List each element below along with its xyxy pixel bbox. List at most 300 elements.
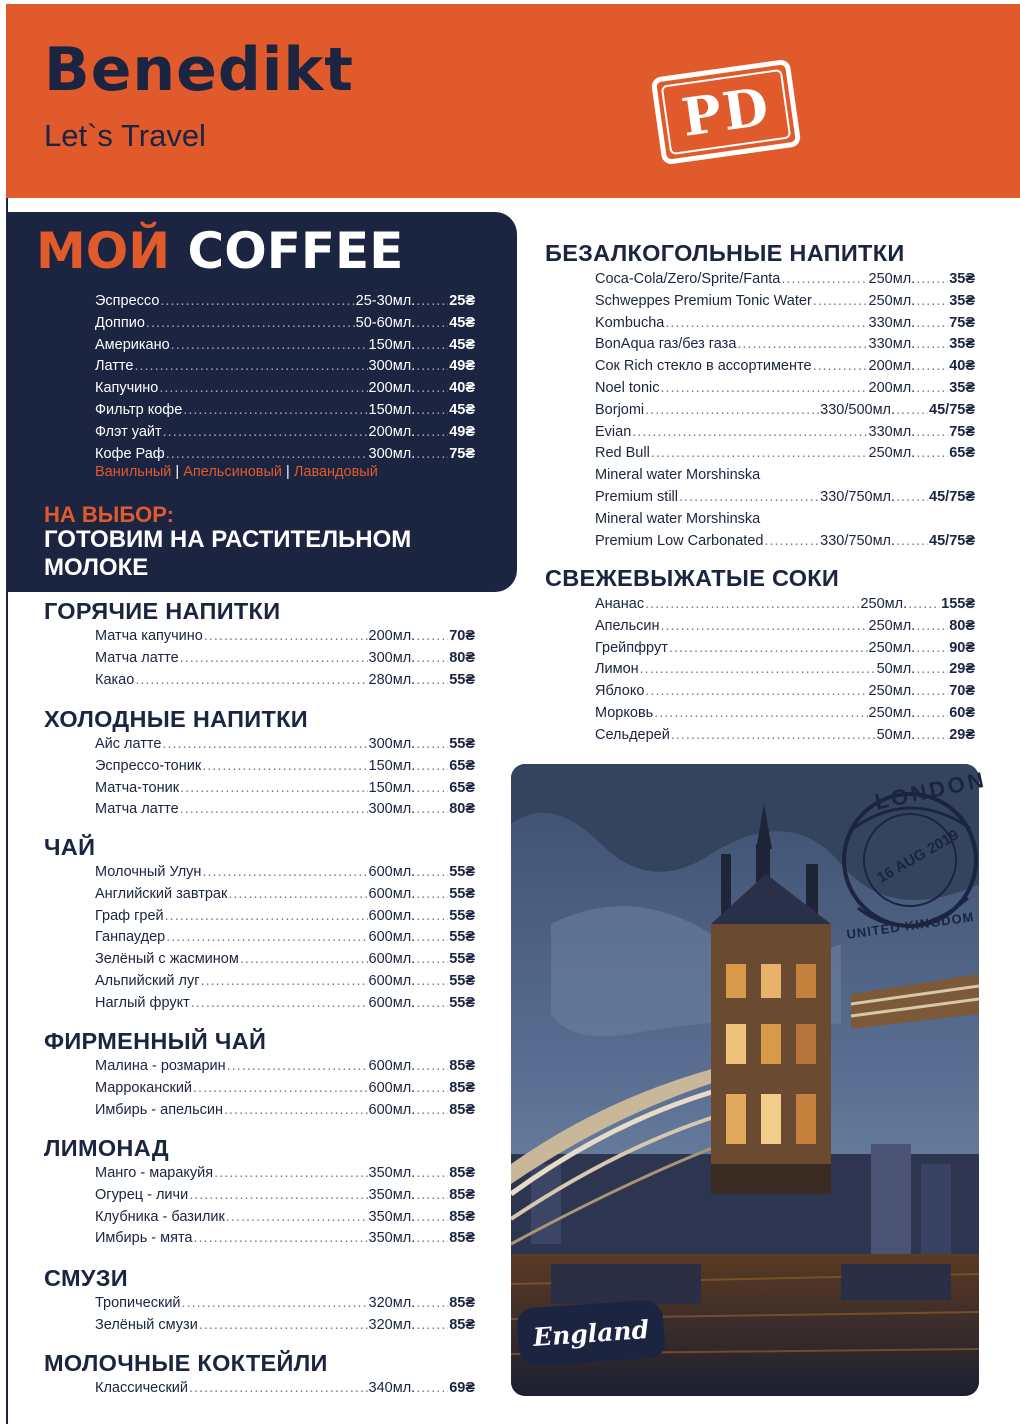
menu-item-name: Coca-Cola/Zero/Sprite/Fanta <box>595 271 781 287</box>
menu-item-row <box>595 312 975 334</box>
menu-item-volume: 50мл. <box>876 726 916 743</box>
dot-leader <box>171 334 368 356</box>
menu-item-name: Капучино <box>95 380 159 397</box>
menu-item-row <box>95 421 475 443</box>
menu-item-name: Яблоко <box>595 683 645 700</box>
menu-item-volume: 350мл. <box>368 1230 416 1247</box>
menu-item-volume: 300мл. <box>368 801 416 818</box>
dot-leader <box>416 334 448 356</box>
menu-item-volume: 300мл. <box>368 736 416 752</box>
menu-item-volume: 330/750мл. <box>820 489 896 505</box>
dot-leader <box>896 530 928 552</box>
menu-item-row <box>595 268 975 290</box>
menu-item-volume: 200мл. <box>368 628 416 644</box>
dot-leader <box>416 926 448 948</box>
menu-item-volume: 150мл. <box>368 402 416 418</box>
dot-leader <box>416 1206 448 1228</box>
dot-leader <box>916 442 948 464</box>
dot-leader <box>764 530 819 552</box>
coffee-title-part2: COFFEE <box>187 222 404 280</box>
menu-item-row <box>595 724 975 746</box>
dot-leader <box>416 669 448 691</box>
dot-leader <box>916 702 948 724</box>
menu-item-volume: 600мл. <box>368 864 416 880</box>
dot-leader <box>416 399 448 421</box>
menu-item-price: 75₴ <box>949 314 975 331</box>
menu-item-row <box>95 1292 475 1314</box>
menu-item-row <box>95 334 475 356</box>
menu-item-row <box>95 777 475 799</box>
menu-item-volume: 600мл. <box>368 951 416 968</box>
dot-leader <box>240 948 368 970</box>
menu-item-name: Клубника - базилик <box>95 1208 225 1225</box>
dot-leader <box>193 1077 368 1099</box>
menu-item-name: Малина - розмарин <box>95 1058 226 1074</box>
dot-leader <box>916 637 948 659</box>
menu-item-name: Эспрессо-тоник <box>95 757 202 774</box>
menu-item-name: Сельдерей <box>595 726 670 743</box>
menu-item-price: 60₴ <box>949 705 975 721</box>
menu-item-row <box>595 333 975 355</box>
dot-leader <box>916 333 948 355</box>
menu-item-price: 85₴ <box>449 1230 475 1247</box>
section-title: БЕЗАЛКОГОЛЬНЫЕ НАПИТКИ <box>545 240 905 266</box>
menu-item-price: 85₴ <box>449 1058 475 1074</box>
dot-leader <box>202 861 367 883</box>
dot-leader <box>227 1055 368 1077</box>
menu-item-price: 55₴ <box>449 973 475 989</box>
menu-item-row <box>95 1206 475 1228</box>
menu-item-volume: 350мл. <box>368 1165 416 1181</box>
dot-leader <box>180 647 368 669</box>
postmark-date-text: 16 AUG 2019 <box>874 826 962 887</box>
dot-leader <box>916 658 948 680</box>
menu-item-volume: 600мл. <box>368 1058 416 1074</box>
menu-item-name: Флэт уайт <box>95 423 162 440</box>
dot-leader <box>660 377 867 399</box>
menu-item-price: 55₴ <box>449 736 475 752</box>
dot-leader <box>416 798 448 820</box>
menu-item-row <box>595 637 975 659</box>
dot-leader <box>416 883 448 905</box>
menu-item-name: Марроканский <box>95 1079 193 1096</box>
menu-item-price: 55₴ <box>449 994 475 1011</box>
menu-item-volume: 50-60мл. <box>355 314 416 331</box>
brand-name: Benedikt <box>44 35 354 105</box>
dot-leader <box>632 421 867 443</box>
menu-item-volume: 330мл. <box>868 314 916 331</box>
menu-item-row <box>95 1227 475 1249</box>
coffee-title <box>36 222 404 280</box>
menu-item-name: Доппио <box>95 314 145 331</box>
dot-leader <box>189 1184 367 1206</box>
menu-item-name: Kombucha <box>595 314 665 331</box>
brand-tagline: Let`s Travel <box>44 118 206 153</box>
menu-item-price: 75₴ <box>949 423 975 440</box>
dot-leader <box>416 777 448 799</box>
menu-item-price: 70₴ <box>949 683 975 700</box>
menu-item-name: Зелёный смузи <box>95 1316 198 1333</box>
menu-item-name: Noel tonic <box>595 380 660 396</box>
menu-item-volume: 340мл. <box>368 1380 416 1396</box>
dot-leader <box>182 1292 368 1314</box>
menu-item-name: Грейпфрут <box>595 639 668 656</box>
menu-item-volume: 200мл. <box>868 358 916 375</box>
menu-item-volume: 250мл. <box>868 292 916 309</box>
menu-item-price: 75₴ <box>449 445 475 462</box>
dot-leader <box>165 905 368 927</box>
dot-leader <box>204 625 368 647</box>
menu-item-name: Schweppes Premium Tonic Water <box>595 292 812 309</box>
dot-leader <box>199 1314 368 1336</box>
menu-item-row <box>95 926 475 948</box>
menu-item-row <box>595 680 975 702</box>
dot-leader <box>416 1162 448 1184</box>
menu-item-row <box>595 421 975 443</box>
menu-item-name: Premium Low Carbonated <box>595 532 764 549</box>
menu-item-row <box>95 1077 475 1099</box>
dot-leader <box>202 755 367 777</box>
menu-item-volume: 250мл. <box>868 445 916 462</box>
menu-item-volume: 350мл. <box>368 1186 416 1203</box>
dot-leader <box>645 399 819 421</box>
menu-item-price: 29₴ <box>949 661 975 678</box>
menu-item-row <box>95 312 475 334</box>
dot-leader <box>163 421 368 443</box>
dot-leader <box>416 948 448 970</box>
menu-item-name: Айс латте <box>95 736 162 752</box>
menu-item-volume: 600мл. <box>368 1079 416 1096</box>
menu-item-price: 85₴ <box>449 1186 475 1203</box>
menu-item-row <box>95 970 475 992</box>
menu-item-volume: 25-30мл. <box>355 293 416 309</box>
section-title: ЧАЙ <box>44 834 96 860</box>
menu-item-volume: 350мл. <box>368 1208 416 1225</box>
england-caption-text: England <box>532 1314 650 1352</box>
dot-leader <box>180 777 367 799</box>
coffee-title-part1: МОЙ <box>36 222 171 280</box>
menu-item-row <box>95 669 475 691</box>
menu-item-volume: 250мл. <box>868 683 916 700</box>
dot-leader <box>896 486 928 508</box>
menu-item-volume: 300мл. <box>368 649 416 666</box>
menu-item-row <box>595 442 975 464</box>
menu-item-volume: 300мл. <box>368 358 416 375</box>
menu-item-volume: 330/750мл. <box>820 532 896 549</box>
flavor-item: Лавандовый <box>293 464 378 480</box>
menu-item-row <box>95 948 475 970</box>
menu-item-volume: 250мл. <box>868 271 916 287</box>
dot-leader <box>916 421 948 443</box>
menu-item-price: 49₴ <box>449 358 475 375</box>
menu-item-row <box>95 1377 475 1399</box>
menu-item-name: Имбирь - мята <box>95 1230 193 1247</box>
menu-item-name: Evian <box>595 423 632 440</box>
menu-item-price: 85₴ <box>449 1079 475 1096</box>
raf-flavors <box>95 464 378 480</box>
dot-leader <box>813 290 868 312</box>
menu-item-name: Огурец - личи <box>95 1186 189 1203</box>
menu-item-volume: 250мл. <box>860 596 908 612</box>
dot-leader <box>651 442 868 464</box>
menu-item-volume: 330мл. <box>868 423 916 440</box>
menu-item-price: 45₴ <box>449 314 475 331</box>
dot-leader <box>671 724 876 746</box>
menu-item-price: 85₴ <box>449 1165 475 1181</box>
menu-item-name: Mineral water Morshinska <box>595 510 761 527</box>
menu-item-price: 69₴ <box>449 1380 475 1396</box>
menu-item-price: 55₴ <box>449 671 475 688</box>
menu-item-row <box>595 530 975 552</box>
dot-leader <box>180 798 368 820</box>
menu-item-name: Ананас <box>595 596 645 612</box>
menu-item-name: Mineral water Morshinska <box>595 467 761 484</box>
menu-item-row <box>595 355 975 377</box>
dot-leader <box>416 733 448 755</box>
menu-item-volume: 330/500мл. <box>820 401 896 418</box>
menu-item-row <box>95 647 475 669</box>
section-title: ЛИМОНАД <box>44 1135 169 1161</box>
menu-item-price: 45₴ <box>449 336 475 353</box>
menu-item-volume: 300мл. <box>368 445 416 462</box>
menu-item-name: Американо <box>95 336 170 353</box>
menu-item-name: Матча капучино <box>95 628 203 644</box>
menu-item-name: Эспрессо <box>95 293 160 309</box>
menu-item-row <box>595 702 975 724</box>
dot-leader <box>916 290 948 312</box>
dot-leader <box>781 268 867 290</box>
menu-item-volume: 150мл. <box>368 336 416 353</box>
dot-leader <box>416 861 448 883</box>
section-title: ХОЛОДНЫЕ НАПИТКИ <box>44 706 308 732</box>
menu-item-name: Borjomi <box>595 401 645 418</box>
dot-leader <box>135 669 367 691</box>
menu-item-row <box>595 658 975 680</box>
menu-item-volume: 50мл. <box>876 661 916 678</box>
dot-leader <box>416 905 448 927</box>
dot-leader <box>896 399 928 421</box>
dot-leader <box>669 637 868 659</box>
menu-item-row <box>95 992 475 1014</box>
menu-item-name: Апельсин <box>595 617 660 634</box>
menu-item-row <box>95 1314 475 1336</box>
dot-leader <box>645 593 859 615</box>
menu-item-volume: 250мл. <box>868 617 916 634</box>
menu-item-row <box>95 1162 475 1184</box>
menu-item-volume: 600мл. <box>368 973 416 989</box>
dot-leader <box>416 290 448 312</box>
menu-item-name: Английский завтрак <box>95 885 228 902</box>
menu-item-name: Латте <box>95 358 134 375</box>
dot-leader <box>183 399 367 421</box>
dot-leader <box>160 290 354 312</box>
header-banner <box>6 4 1020 198</box>
london-postmark <box>840 766 989 968</box>
menu-item-row <box>595 399 975 421</box>
menu-item-price: 85₴ <box>449 1208 475 1225</box>
dot-leader <box>416 647 448 669</box>
menu-item-volume: 200мл. <box>368 380 416 397</box>
menu-item-price: 80₴ <box>449 649 475 666</box>
dot-leader <box>416 421 448 443</box>
menu-item-name: Зелёный с жасмином <box>95 951 239 968</box>
england-caption-badge <box>516 1299 666 1367</box>
dot-leader <box>224 1099 368 1121</box>
dot-leader <box>214 1162 367 1184</box>
menu-item-volume: 600мл. <box>368 929 416 946</box>
menu-item-row <box>95 798 475 820</box>
menu-item-name: Red Bull <box>595 445 650 462</box>
menu-item-price: 55₴ <box>449 929 475 946</box>
menu-item-volume: 250мл. <box>868 639 916 656</box>
dot-leader <box>416 355 448 377</box>
section-title: ГОРЯЧИЕ НАПИТКИ <box>44 598 281 624</box>
menu-item-volume: 150мл. <box>368 757 416 774</box>
menu-item-name: Какао <box>95 671 135 688</box>
menu-item-price: 29₴ <box>949 726 975 743</box>
dot-leader <box>416 1227 448 1249</box>
menu-item-volume: 600мл. <box>368 885 416 902</box>
menu-item-name: Наглый фрукт <box>95 994 190 1011</box>
menu-item-name: Сок Rich стекло в ассортименте <box>595 358 812 375</box>
menu-item-price: 90₴ <box>949 639 975 656</box>
menu-item-volume: 330мл. <box>868 336 916 353</box>
dot-leader <box>228 883 367 905</box>
menu-item-row <box>95 733 475 755</box>
menu-item-price: 65₴ <box>449 757 475 774</box>
menu-item-name: Классический <box>95 1380 188 1396</box>
menu-item-row <box>95 1099 475 1121</box>
dot-leader <box>640 658 876 680</box>
dot-leader <box>916 615 948 637</box>
postmark-bottom-text: UNITED KINGDOM <box>845 909 976 942</box>
menu-item-row <box>95 625 475 647</box>
menu-item-price: 25₴ <box>449 293 475 309</box>
menu-item-volume: 280мл. <box>368 671 416 688</box>
menu-item-price: 55₴ <box>449 951 475 968</box>
menu-item-price: 85₴ <box>449 1101 475 1118</box>
menu-item-name: Манго - маракуйя <box>95 1165 214 1181</box>
dot-leader <box>416 992 448 1014</box>
menu-item-name: Тропический <box>95 1295 181 1311</box>
menu-item-volume: 320мл. <box>368 1316 416 1333</box>
menu-item-price: 65₴ <box>449 779 475 796</box>
menu-item-name: Кофе Раф <box>95 445 165 462</box>
menu-item-name: Матча латте <box>95 649 179 666</box>
dot-leader <box>416 1184 448 1206</box>
dot-leader <box>416 970 448 992</box>
menu-item-row <box>95 883 475 905</box>
menu-item-price: 35₴ <box>949 380 975 396</box>
dot-leader <box>191 992 368 1014</box>
menu-item-price: 80₴ <box>449 801 475 818</box>
menu-item-price: 85₴ <box>449 1316 475 1333</box>
menu-item-row <box>95 355 475 377</box>
dot-leader <box>416 1077 448 1099</box>
dot-leader <box>813 355 868 377</box>
dot-leader <box>226 1206 368 1228</box>
menu-item-price: 65₴ <box>949 445 975 462</box>
dot-leader <box>908 593 940 615</box>
menu-item-row <box>95 861 475 883</box>
menu-item-name: BonAqua газ/без газа <box>595 336 737 353</box>
dot-leader <box>166 926 367 948</box>
dot-leader <box>416 1099 448 1121</box>
dot-leader <box>134 355 367 377</box>
menu-item-volume: 320мл. <box>368 1295 416 1311</box>
menu-item-price: 40₴ <box>949 358 975 375</box>
choice-title: НА ВЫБОР: <box>44 502 174 527</box>
menu-item-price: 45/75₴ <box>929 532 975 549</box>
menu-item-price: 80₴ <box>949 617 975 634</box>
menu-item-price: 155₴ <box>941 596 975 612</box>
dot-leader <box>201 970 368 992</box>
menu-item-price: 40₴ <box>449 380 475 397</box>
menu-item-row <box>95 905 475 927</box>
menu-item-row <box>95 443 475 465</box>
dot-leader <box>737 333 867 355</box>
menu-item-volume: 200мл. <box>368 423 416 440</box>
dot-leader <box>654 702 867 724</box>
menu-item-name: Морковь <box>595 705 654 721</box>
menu-item-name: Фильтр кофе <box>95 402 183 418</box>
menu-item-name: Матча латте <box>95 801 179 818</box>
postmark-top-text: LONDON <box>872 766 989 815</box>
dot-leader <box>416 1055 448 1077</box>
menu-item-name: Матча-тоник <box>95 779 180 796</box>
dot-leader <box>679 486 819 508</box>
menu-item-price: 45/75₴ <box>929 489 975 505</box>
menu-item-price: 85₴ <box>449 1295 475 1311</box>
menu-item-price: 45/75₴ <box>929 401 975 418</box>
menu-item-volume: 600мл. <box>368 994 416 1011</box>
menu-item-row <box>595 508 975 530</box>
menu-item-row <box>595 486 975 508</box>
menu-item-price: 49₴ <box>449 423 475 440</box>
menu-item-name: Ганпаудер <box>95 929 166 946</box>
menu-item-row <box>95 377 475 399</box>
menu-item-price: 35₴ <box>949 292 975 309</box>
dot-leader <box>416 377 448 399</box>
dot-leader <box>189 1377 368 1399</box>
menu-item-name: Лимон <box>595 661 639 678</box>
menu-item-volume: 150мл. <box>368 779 416 796</box>
menu-item-name: Premium still <box>595 489 678 505</box>
menu-item-price: 55₴ <box>449 864 475 880</box>
flavor-item: Апельсиновый <box>183 464 283 480</box>
pd-stamp-logo <box>651 59 802 166</box>
dot-leader <box>916 680 948 702</box>
dot-leader <box>916 377 948 399</box>
menu-item-price: 35₴ <box>949 271 975 287</box>
menu-item-name: Альпийский луг <box>95 973 200 989</box>
menu-item-row <box>595 593 975 615</box>
dot-leader <box>916 312 948 334</box>
dot-leader <box>146 312 355 334</box>
dot-leader <box>416 443 448 465</box>
dot-leader <box>416 755 448 777</box>
dot-leader <box>162 733 367 755</box>
menu-item-price: 55₴ <box>449 907 475 924</box>
menu-item-name: Имбирь - апельсин <box>95 1101 224 1118</box>
menu-item-row <box>595 615 975 637</box>
dot-leader <box>645 680 867 702</box>
dot-leader <box>665 312 867 334</box>
section-title: СВЕЖЕВЫЖАТЫЕ СОКИ <box>545 565 840 591</box>
menu-item-volume: 600мл. <box>368 1101 416 1118</box>
dot-leader <box>916 268 948 290</box>
menu-item-price: 45₴ <box>449 402 475 418</box>
